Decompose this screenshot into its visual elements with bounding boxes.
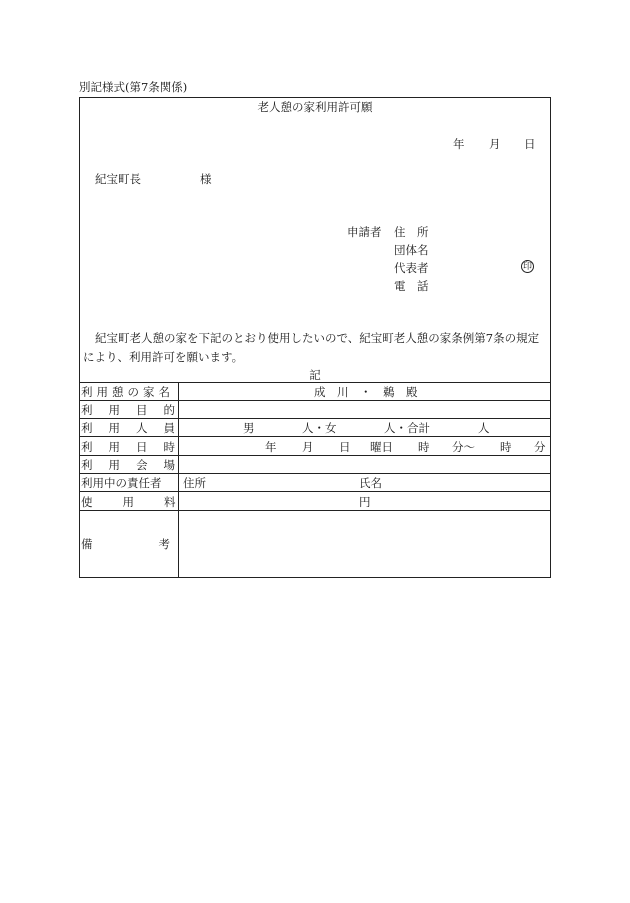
applicant-rep-label: 代表者 (394, 261, 429, 275)
row-label-remarks-text: 備考 (81, 537, 236, 551)
body-line-2: により、利用許可を願います。 (83, 350, 244, 364)
row-label-datetime-text: 利用日時 (81, 440, 191, 454)
datetime-month: 月 (302, 440, 314, 454)
row-rule (79, 455, 551, 456)
row-label-fee (81, 494, 206, 510)
applicant-address-label: 住 所 (394, 225, 429, 239)
date-year: 年 (453, 137, 465, 151)
row-rule (79, 473, 551, 474)
fee-unit: 円 (359, 495, 371, 509)
applicant-label: 申請者 (347, 225, 382, 239)
responsible-name: 氏名 (359, 476, 382, 490)
responsible-address: 住所 (183, 476, 206, 490)
row-rule (79, 418, 551, 419)
addressee-honorific: 様 (200, 172, 212, 186)
form-header-note: 別記様式(第7条関係) (79, 80, 188, 94)
datetime-hour1: 時 (418, 440, 430, 454)
facility-value: 成 川 ・ 鵜 殿 (314, 385, 418, 399)
date-day: 日 (524, 137, 536, 151)
row-label-responsible-text: 利用中の責任者 (81, 476, 162, 490)
row-rule (79, 436, 551, 437)
applicant-group-label: 団体名 (394, 243, 429, 257)
datetime-hour2: 時 (500, 440, 512, 454)
people-male: 男 (243, 421, 255, 435)
datetime-weekday: 曜日 (370, 440, 393, 454)
row-label-purpose-text: 利用目的 (81, 403, 191, 417)
body-line-1-text: 紀宝町老人憩の家を下記のとおり使用したいので、紀宝町老人憩の家条例第7条の規定 (95, 331, 540, 345)
people-total: 人・合計 (384, 421, 430, 435)
form-title: 老人憩の家利用許可願 (257, 100, 373, 114)
row-label-purpose (81, 402, 191, 418)
row-label-people (81, 420, 191, 436)
datetime-day: 日 (339, 440, 351, 454)
row-label-remarks (81, 536, 236, 552)
row-label-facility (81, 384, 175, 400)
ki-label: 記 (309, 368, 321, 382)
applicant-phone-label: 電 話 (394, 279, 429, 293)
row-label-venue-text: 利用会場 (81, 458, 191, 472)
row-label-datetime (81, 439, 191, 455)
addressee-name: 紀宝町長 (95, 172, 141, 186)
people-female: 人・女 (302, 421, 337, 435)
datetime-minute-from: 分〜 (452, 440, 475, 454)
row-label-responsible (81, 475, 175, 491)
datetime-minute2: 分 (534, 440, 546, 454)
row-rule (79, 400, 551, 401)
seal-mark: 印 (522, 262, 532, 272)
row-rule (79, 510, 551, 511)
row-label-fee-text: 使用料 (81, 495, 206, 509)
row-label-venue (81, 457, 191, 473)
row-rule (79, 491, 551, 492)
row-label-facility-text: 利用憩の家名 (81, 385, 174, 399)
table-top-rule (79, 382, 551, 383)
body-line-1 (83, 331, 539, 345)
people-end: 人 (478, 421, 490, 435)
date-month: 月 (489, 137, 501, 151)
row-label-people-text: 利用人員 (81, 421, 191, 435)
datetime-year: 年 (265, 440, 277, 454)
